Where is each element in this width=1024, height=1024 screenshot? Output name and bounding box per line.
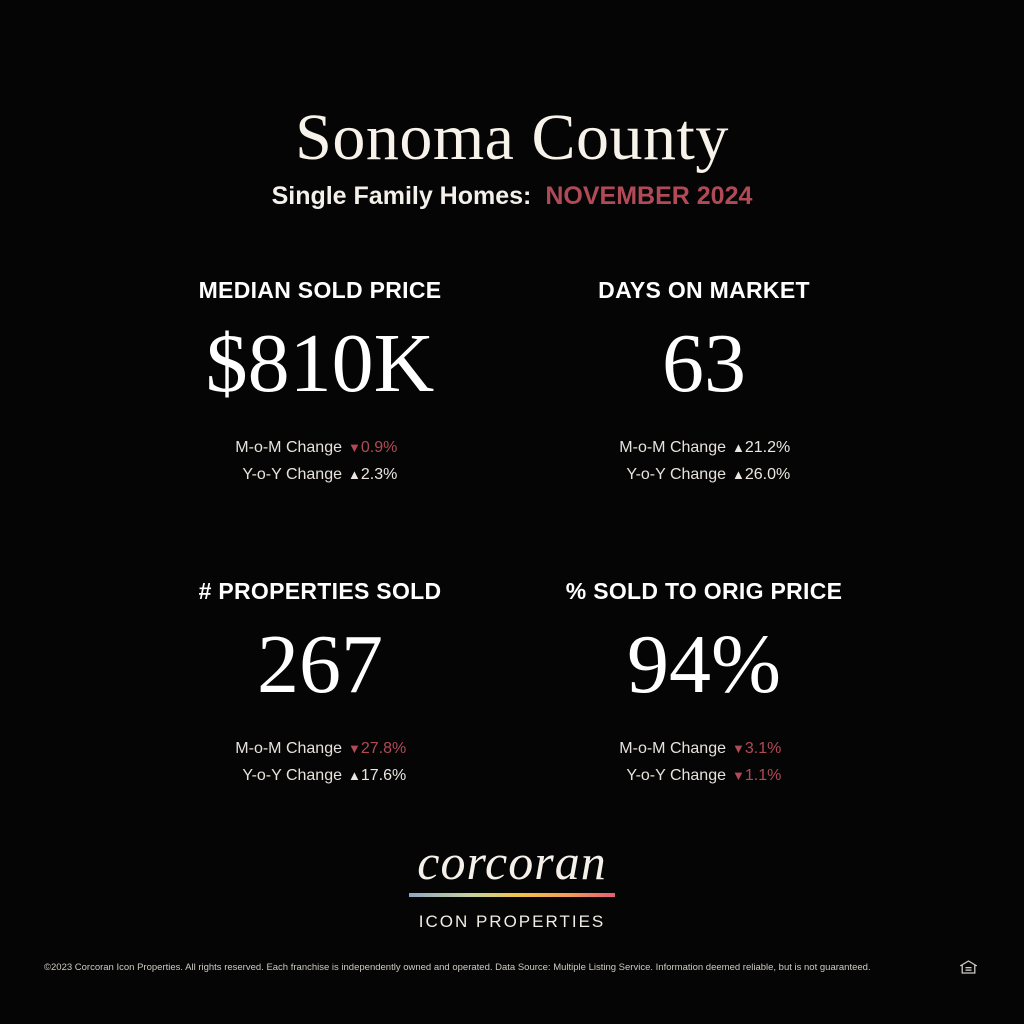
stat-value: $810K: [205, 317, 435, 410]
mom-change-value: [348, 434, 418, 461]
logo-subtitle: ICON PROPERTIES: [418, 912, 606, 931]
stat-changes: [140, 735, 500, 789]
corcoran-logo: corcoran: [417, 834, 607, 890]
yoy-change-percent: 17.6%: [360, 767, 407, 784]
footer-disclaimer: ©2023 Corcoran Icon Properties. All rights reserved. Each franchise is independently owned and operated. Data Source: Multiple Listing Service. Information deemed reliable, but is not guaranteed.: [44, 962, 871, 973]
yoy-change-percent: 2.3%: [360, 466, 398, 483]
stat-pct-sold-to-orig-price: [524, 577, 884, 789]
mom-change-label: M-o-M Change: [235, 439, 342, 456]
mom-change-value: [348, 735, 418, 762]
report-period: NOVEMBER 2024: [545, 182, 753, 210]
mom-change-percent: 21.2%: [744, 439, 791, 456]
up-arrow-icon: ▲: [732, 467, 745, 482]
yoy-change-value: [348, 762, 418, 789]
mom-change-row: [524, 434, 884, 461]
stat-median-sold-price: [140, 276, 500, 488]
yoy-change-percent: 1.1%: [744, 767, 782, 784]
stat-label: # PROPERTIES SOLD: [198, 578, 442, 604]
mom-change-label: M-o-M Change: [619, 740, 726, 757]
stat-value: 63: [662, 317, 746, 410]
stat-changes: [524, 434, 884, 488]
yoy-change-value: [348, 461, 418, 488]
up-arrow-icon: ▲: [348, 467, 361, 482]
yoy-change-row: [140, 461, 500, 488]
yoy-change-value: [732, 762, 802, 789]
yoy-change-row: [524, 762, 884, 789]
yoy-change-percent: 26.0%: [744, 466, 791, 483]
down-arrow-icon: ▼: [732, 768, 745, 783]
yoy-change-label: Y-o-Y Change: [242, 466, 342, 483]
mom-change-percent: 3.1%: [744, 740, 782, 757]
stat-value: 267: [257, 618, 383, 711]
down-arrow-icon: ▼: [732, 741, 745, 756]
up-arrow-icon: ▲: [348, 768, 361, 783]
logo-gradient-bar: [409, 893, 615, 897]
mom-change-label: M-o-M Change: [619, 439, 726, 456]
stat-label: MEDIAN SOLD PRICE: [198, 277, 442, 303]
up-arrow-icon: ▲: [732, 440, 745, 455]
yoy-change-label: Y-o-Y Change: [626, 767, 726, 784]
stat-value: 94%: [627, 618, 781, 711]
stat-days-on-market: [524, 276, 884, 488]
mom-change-row: [140, 434, 500, 461]
stat-label: % SOLD TO ORIG PRICE: [565, 578, 843, 604]
mom-change-value: [732, 434, 802, 461]
mom-change-label: M-o-M Change: [235, 740, 342, 757]
equal-housing-icon: [960, 960, 977, 974]
subtitle-label: Single Family Homes:: [271, 182, 532, 210]
stat-changes: [524, 735, 884, 789]
mom-change-percent: 27.8%: [360, 740, 407, 757]
page-title: Sonoma County: [295, 101, 729, 174]
mom-change-row: [524, 735, 884, 762]
mom-change-row: [140, 735, 500, 762]
subtitle: [0, 180, 1024, 212]
stat-label: DAYS ON MARKET: [598, 277, 810, 303]
down-arrow-icon: ▼: [348, 741, 361, 756]
yoy-change-row: [140, 762, 500, 789]
yoy-change-label: Y-o-Y Change: [242, 767, 342, 784]
yoy-change-value: [732, 461, 802, 488]
stat-properties-sold: [140, 577, 500, 789]
down-arrow-icon: ▼: [348, 440, 361, 455]
yoy-change-label: Y-o-Y Change: [626, 466, 726, 483]
stat-changes: [140, 434, 500, 488]
yoy-change-row: [524, 461, 884, 488]
mom-change-percent: 0.9%: [360, 439, 398, 456]
mom-change-value: [732, 735, 802, 762]
